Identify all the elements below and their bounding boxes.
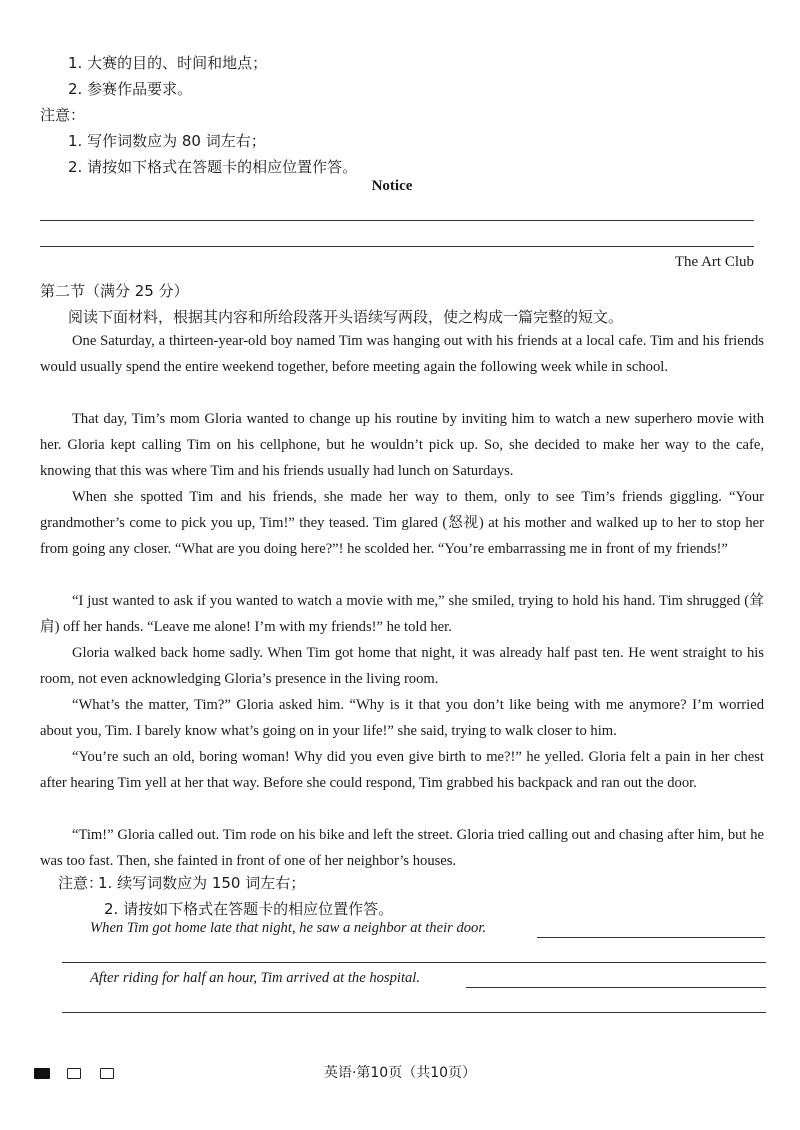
continuation-note-2: 2. 请按如下格式在答题卡的相应位置作答。 <box>104 900 394 918</box>
requirement-item-2: 2. 参赛作品要求。 <box>68 80 193 98</box>
story-paragraph-4: “I just wanted to ask if you wanted to watch a movie with me,” she smiled, trying to hold his hand. Tim shrugged (耸肩) off her hands. “Leave me alone! I’m with my friends!” he told her. <box>40 593 764 635</box>
continuation-note-1: 1. 续写词数应为 150 词左右； <box>98 874 306 892</box>
continuation-prompt-2: After riding for half an hour, Tim arrived at the hospital. <box>90 970 420 986</box>
answer-line[interactable] <box>537 937 765 938</box>
section-instruction: 阅读下面材料，根据其内容和所给段落开头语续写两段，使之构成一篇完整的短文。 <box>68 308 624 326</box>
story-paragraph-8: “Tim!” Gloria called out. Tim rode on his bike and left the street. Gloria tried calling out and chasing after him, but he was too fast. Then, she fainted in front of one of her neighbor’s houses. <box>40 827 764 869</box>
note-label: 注意： <box>40 106 86 124</box>
note-item-1: 1. 写作词数应为 80 词左右； <box>68 132 266 150</box>
notice-title: Notice <box>371 178 413 194</box>
section-heading: 第二节（满分 25 分） <box>40 282 189 300</box>
continuation-prompt-1: When Tim got home late that night, he saw a neighbor at their door. <box>90 920 487 936</box>
story-paragraph-2: That day, Tim’s mom Gloria wanted to change up his routine by inviting him to watch a new superhero movie with her. Gloria kept calling Tim on his cellphone, but he wouldn’t pick up. So, she decided to make her way to the cafe, knowing that this was where Tim and his friends usually had lunch on Saturdays. <box>40 411 764 479</box>
story-paragraph-6: “What’s the matter, Tim?” Gloria asked him. “Why is it that you don’t like being with me anymore? I’m worried about you, Tim. I barely know what’s going on in your life!” she said, trying to walk closer to him. <box>40 697 764 739</box>
requirement-item-1: 1. 大赛的目的、时间和地点； <box>68 54 268 72</box>
answer-line[interactable] <box>40 220 754 221</box>
answer-line[interactable] <box>62 1012 766 1013</box>
notice-signature: The Art Club <box>674 254 754 270</box>
note-item-2: 2. 请按如下格式在答题卡的相应位置作答。 <box>68 158 358 176</box>
story-paragraph-7: “You’re such an old, boring woman! Why did you even give birth to me?!” he yelled. Gloria felt a pain in her chest after hearing Tim yell at her that way. Before she could respond, Tim grabbed his backpack and ran out the door. <box>40 749 764 791</box>
answer-line[interactable] <box>40 246 754 247</box>
story-paragraph-1: One Saturday, a thirteen-year-old boy named Tim was hanging out with his friends at a local cafe. Tim and his friends would usually spend the entire weekend together, before meeting again the following week while in school. <box>40 333 764 375</box>
page-number: 英语·第10页（共10页） <box>323 1065 477 1081</box>
story-paragraph-3: When she spotted Tim and his friends, she made her way to them, only to see Tim’s friends giggling. “Your grandmother’s come to pick you up, Tim!” they teased. Tim glared (怒视) at his mother and walked up to her to stop her from going any closer. “What are you doing here?”! he scolded her. “You’re embarrassing me in front of my friends!” <box>40 489 764 557</box>
story-paragraph-5: Gloria walked back home sadly. When Tim got home that night, it was already half past ten. He went straight to his room, not even acknowledging Gloria’s presence in the living room. <box>40 645 764 687</box>
continuation-note-label: 注意： <box>58 874 104 892</box>
answer-line[interactable] <box>466 987 766 988</box>
answer-line[interactable] <box>62 962 766 963</box>
